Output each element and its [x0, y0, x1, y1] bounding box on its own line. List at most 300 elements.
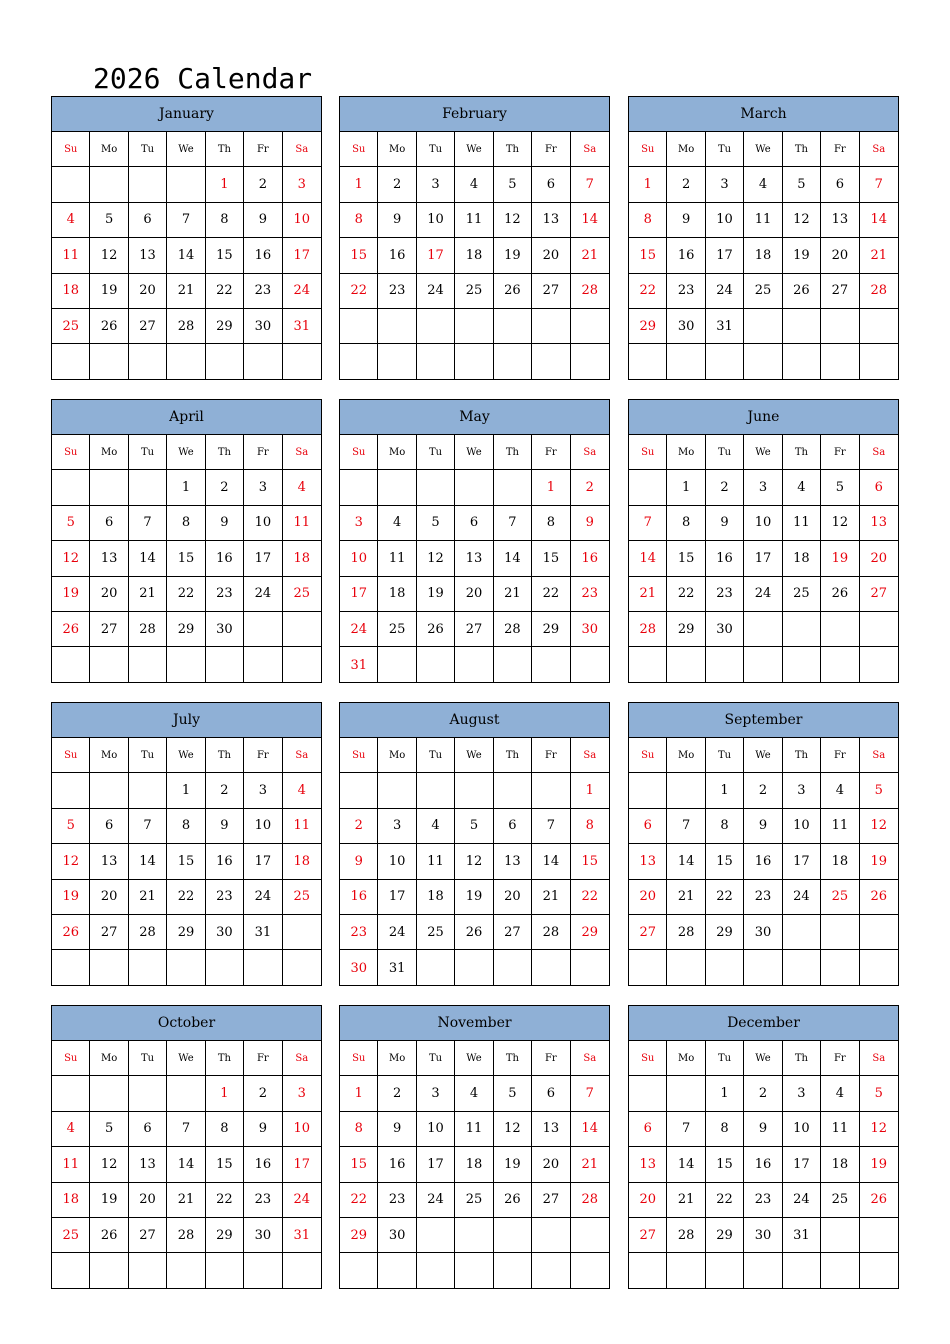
weekday-label: Th [494, 738, 532, 773]
month-october [51, 1005, 322, 1289]
month-header: March [629, 97, 898, 132]
day-cell: 31 [706, 309, 744, 344]
empty-cell [532, 647, 570, 682]
month-days-grid [52, 435, 321, 683]
weekday-label: Th [494, 435, 532, 470]
day-cell: 16 [571, 541, 609, 576]
weekday-label: Mo [667, 435, 705, 470]
day-cell: 13 [129, 238, 167, 273]
day-cell: 26 [821, 577, 859, 612]
day-cell: 15 [706, 1147, 744, 1182]
empty-cell [571, 1218, 609, 1253]
day-cell: 20 [494, 880, 532, 915]
weekday-label: Th [494, 132, 532, 167]
day-cell: 25 [283, 880, 321, 915]
empty-cell [860, 1253, 898, 1288]
day-cell: 9 [667, 203, 705, 238]
day-cell: 7 [571, 1076, 609, 1111]
day-cell: 25 [744, 274, 782, 309]
day-cell: 25 [821, 880, 859, 915]
day-cell: 13 [629, 1147, 667, 1182]
day-cell: 9 [744, 809, 782, 844]
empty-cell [52, 647, 90, 682]
day-cell: 11 [783, 506, 821, 541]
weekday-label: We [455, 1041, 493, 1076]
empty-cell [667, 647, 705, 682]
day-cell: 15 [167, 541, 205, 576]
day-cell: 7 [532, 809, 570, 844]
day-cell: 21 [571, 1147, 609, 1182]
day-cell: 23 [378, 274, 416, 309]
day-cell: 7 [494, 506, 532, 541]
day-cell: 10 [244, 506, 282, 541]
day-cell: 28 [571, 274, 609, 309]
empty-cell [455, 950, 493, 985]
day-cell: 14 [494, 541, 532, 576]
day-cell: 12 [52, 844, 90, 879]
empty-cell [244, 647, 282, 682]
empty-cell [206, 1253, 244, 1288]
day-cell: 27 [629, 915, 667, 950]
day-cell: 17 [244, 844, 282, 879]
day-cell: 25 [378, 612, 416, 647]
day-cell: 2 [206, 470, 244, 505]
weekday-label: Mo [378, 132, 416, 167]
month-days-grid [629, 435, 898, 683]
day-cell: 5 [455, 809, 493, 844]
empty-cell [52, 773, 90, 808]
day-cell: 13 [455, 541, 493, 576]
day-cell: 17 [706, 238, 744, 273]
day-cell: 1 [167, 773, 205, 808]
day-cell: 8 [706, 809, 744, 844]
weekday-label: Sa [860, 435, 898, 470]
weekday-label: Mo [378, 435, 416, 470]
empty-cell [340, 344, 378, 379]
day-cell: 16 [206, 541, 244, 576]
empty-cell [629, 344, 667, 379]
empty-cell [52, 1253, 90, 1288]
empty-cell [206, 950, 244, 985]
day-cell: 16 [744, 844, 782, 879]
day-cell: 25 [783, 577, 821, 612]
empty-cell [417, 773, 455, 808]
weekday-label: Fr [244, 1041, 282, 1076]
day-cell: 7 [129, 506, 167, 541]
day-cell: 21 [629, 577, 667, 612]
empty-cell [455, 470, 493, 505]
empty-cell [744, 309, 782, 344]
weekday-label: Fr [244, 738, 282, 773]
empty-cell [90, 1253, 128, 1288]
day-cell: 31 [283, 309, 321, 344]
day-cell: 26 [90, 1218, 128, 1253]
day-cell: 23 [206, 577, 244, 612]
day-cell: 7 [629, 506, 667, 541]
day-cell: 16 [378, 1147, 416, 1182]
empty-cell [340, 470, 378, 505]
empty-cell [571, 344, 609, 379]
day-cell: 4 [455, 167, 493, 202]
weekday-label: We [744, 738, 782, 773]
empty-cell [667, 1253, 705, 1288]
empty-cell [571, 309, 609, 344]
day-cell: 14 [667, 1147, 705, 1182]
empty-cell [378, 773, 416, 808]
day-cell: 1 [167, 470, 205, 505]
weekday-label: Tu [417, 435, 455, 470]
day-cell: 12 [90, 238, 128, 273]
day-cell: 8 [532, 506, 570, 541]
weekday-label: Mo [378, 1041, 416, 1076]
day-cell: 19 [494, 238, 532, 273]
day-cell: 26 [90, 309, 128, 344]
weekday-label: Sa [283, 132, 321, 167]
day-cell: 22 [206, 274, 244, 309]
empty-cell [90, 470, 128, 505]
empty-cell [494, 470, 532, 505]
weekday-label: Tu [417, 1041, 455, 1076]
day-cell: 18 [283, 541, 321, 576]
day-cell: 30 [206, 612, 244, 647]
empty-cell [667, 1076, 705, 1111]
day-cell: 26 [783, 274, 821, 309]
empty-cell [821, 309, 859, 344]
day-cell: 18 [783, 541, 821, 576]
weekday-label: Th [783, 1041, 821, 1076]
empty-cell [283, 950, 321, 985]
empty-cell [90, 773, 128, 808]
weekday-label: Su [629, 435, 667, 470]
day-cell: 2 [378, 1076, 416, 1111]
empty-cell [783, 344, 821, 379]
weekday-label: Tu [706, 738, 744, 773]
day-cell: 28 [629, 612, 667, 647]
day-cell: 29 [571, 915, 609, 950]
empty-cell [744, 1253, 782, 1288]
empty-cell [283, 612, 321, 647]
empty-cell [494, 1218, 532, 1253]
weekday-label: Su [629, 1041, 667, 1076]
day-cell: 9 [378, 203, 416, 238]
empty-cell [378, 1253, 416, 1288]
weekday-label: Fr [821, 132, 859, 167]
month-header: November [340, 1006, 609, 1041]
day-cell: 12 [90, 1147, 128, 1182]
day-cell: 30 [244, 1218, 282, 1253]
day-cell: 13 [129, 1147, 167, 1182]
day-cell: 10 [706, 203, 744, 238]
month-may [339, 399, 610, 683]
day-cell: 25 [52, 1218, 90, 1253]
day-cell: 1 [206, 1076, 244, 1111]
empty-cell [90, 344, 128, 379]
day-cell: 10 [783, 809, 821, 844]
month-september [628, 702, 899, 986]
day-cell: 22 [629, 274, 667, 309]
empty-cell [52, 470, 90, 505]
empty-cell [417, 1218, 455, 1253]
day-cell: 14 [571, 1112, 609, 1147]
day-cell: 24 [378, 915, 416, 950]
day-cell: 28 [667, 1218, 705, 1253]
day-cell: 1 [706, 773, 744, 808]
day-cell: 4 [52, 203, 90, 238]
day-cell: 18 [821, 844, 859, 879]
day-cell: 11 [52, 238, 90, 273]
weekday-label: We [744, 1041, 782, 1076]
day-cell: 30 [667, 309, 705, 344]
day-cell: 30 [744, 915, 782, 950]
month-days-grid [629, 738, 898, 986]
day-cell: 17 [283, 238, 321, 273]
day-cell: 1 [340, 167, 378, 202]
day-cell: 19 [90, 1183, 128, 1218]
weekday-label: We [744, 132, 782, 167]
day-cell: 4 [744, 167, 782, 202]
day-cell: 2 [744, 773, 782, 808]
day-cell: 30 [206, 915, 244, 950]
day-cell: 20 [532, 238, 570, 273]
empty-cell [455, 309, 493, 344]
month-header: October [52, 1006, 321, 1041]
day-cell: 8 [629, 203, 667, 238]
day-cell: 29 [706, 1218, 744, 1253]
month-november [339, 1005, 610, 1289]
day-cell: 12 [860, 1112, 898, 1147]
day-cell: 16 [744, 1147, 782, 1182]
day-cell: 14 [532, 844, 570, 879]
day-cell: 21 [129, 880, 167, 915]
day-cell: 9 [244, 203, 282, 238]
day-cell: 3 [283, 1076, 321, 1111]
empty-cell [860, 309, 898, 344]
weekday-label: Mo [667, 1041, 705, 1076]
day-cell: 18 [744, 238, 782, 273]
day-cell: 4 [821, 773, 859, 808]
weekday-label: Mo [90, 738, 128, 773]
day-cell: 23 [378, 1183, 416, 1218]
day-cell: 2 [667, 167, 705, 202]
day-cell: 27 [821, 274, 859, 309]
day-cell: 4 [283, 773, 321, 808]
month-days-grid [340, 1041, 609, 1289]
day-cell: 11 [417, 844, 455, 879]
day-cell: 1 [571, 773, 609, 808]
day-cell: 3 [706, 167, 744, 202]
day-cell: 24 [283, 274, 321, 309]
day-cell: 12 [417, 541, 455, 576]
day-cell: 18 [417, 880, 455, 915]
day-cell: 30 [571, 612, 609, 647]
day-cell: 11 [283, 506, 321, 541]
day-cell: 20 [129, 1183, 167, 1218]
empty-cell [667, 950, 705, 985]
day-cell: 5 [494, 1076, 532, 1111]
day-cell: 22 [571, 880, 609, 915]
weekday-label: We [167, 738, 205, 773]
day-cell: 4 [821, 1076, 859, 1111]
day-cell: 4 [52, 1112, 90, 1147]
weekday-label: Tu [706, 435, 744, 470]
empty-cell [744, 647, 782, 682]
day-cell: 6 [629, 1112, 667, 1147]
day-cell: 13 [821, 203, 859, 238]
day-cell: 5 [52, 809, 90, 844]
day-cell: 10 [417, 1112, 455, 1147]
empty-cell [571, 647, 609, 682]
day-cell: 7 [167, 203, 205, 238]
day-cell: 16 [206, 844, 244, 879]
empty-cell [417, 344, 455, 379]
empty-cell [206, 344, 244, 379]
day-cell: 8 [340, 1112, 378, 1147]
empty-cell [821, 344, 859, 379]
day-cell: 13 [90, 844, 128, 879]
day-cell: 24 [744, 577, 782, 612]
day-cell: 9 [744, 1112, 782, 1147]
day-cell: 19 [821, 541, 859, 576]
empty-cell [90, 647, 128, 682]
day-cell: 27 [532, 1183, 570, 1218]
day-cell: 16 [340, 880, 378, 915]
day-cell: 30 [706, 612, 744, 647]
day-cell: 4 [283, 470, 321, 505]
day-cell: 3 [783, 1076, 821, 1111]
empty-cell [821, 1253, 859, 1288]
day-cell: 9 [706, 506, 744, 541]
empty-cell [283, 344, 321, 379]
day-cell: 4 [417, 809, 455, 844]
empty-cell [571, 950, 609, 985]
day-cell: 15 [667, 541, 705, 576]
day-cell: 3 [340, 506, 378, 541]
day-cell: 17 [783, 844, 821, 879]
day-cell: 2 [378, 167, 416, 202]
day-cell: 2 [340, 809, 378, 844]
day-cell: 21 [532, 880, 570, 915]
day-cell: 15 [206, 1147, 244, 1182]
day-cell: 18 [378, 577, 416, 612]
day-cell: 7 [667, 809, 705, 844]
day-cell: 18 [455, 238, 493, 273]
weekday-label: Tu [129, 1041, 167, 1076]
day-cell: 28 [532, 915, 570, 950]
day-cell: 10 [283, 1112, 321, 1147]
day-cell: 23 [571, 577, 609, 612]
empty-cell [129, 1253, 167, 1288]
month-header: August [340, 703, 609, 738]
empty-cell [532, 1253, 570, 1288]
weekday-label: Fr [532, 738, 570, 773]
day-cell: 28 [129, 612, 167, 647]
day-cell: 5 [821, 470, 859, 505]
day-cell: 14 [860, 203, 898, 238]
day-cell: 9 [206, 506, 244, 541]
day-cell: 28 [667, 915, 705, 950]
day-cell: 8 [706, 1112, 744, 1147]
month-days-grid [52, 738, 321, 986]
weekday-label: Sa [860, 132, 898, 167]
day-cell: 6 [494, 809, 532, 844]
day-cell: 30 [340, 950, 378, 985]
day-cell: 28 [571, 1183, 609, 1218]
day-cell: 17 [417, 238, 455, 273]
day-cell: 6 [629, 809, 667, 844]
day-cell: 12 [52, 541, 90, 576]
empty-cell [860, 1218, 898, 1253]
empty-cell [283, 1253, 321, 1288]
day-cell: 8 [167, 506, 205, 541]
day-cell: 29 [667, 612, 705, 647]
empty-cell [494, 344, 532, 379]
day-cell: 19 [417, 577, 455, 612]
empty-cell [129, 470, 167, 505]
empty-cell [417, 470, 455, 505]
month-header: May [340, 400, 609, 435]
day-cell: 23 [340, 915, 378, 950]
day-cell: 14 [571, 203, 609, 238]
day-cell: 17 [378, 880, 416, 915]
weekday-label: Su [52, 435, 90, 470]
day-cell: 21 [494, 577, 532, 612]
weekday-label: Th [206, 132, 244, 167]
month-june [628, 399, 899, 683]
empty-cell [129, 647, 167, 682]
day-cell: 8 [206, 203, 244, 238]
day-cell: 20 [455, 577, 493, 612]
day-cell: 21 [667, 1183, 705, 1218]
empty-cell [821, 1218, 859, 1253]
day-cell: 24 [417, 274, 455, 309]
empty-cell [494, 773, 532, 808]
month-header: June [629, 400, 898, 435]
month-days-grid [52, 1041, 321, 1289]
day-cell: 6 [860, 470, 898, 505]
empty-cell [706, 950, 744, 985]
day-cell: 30 [378, 1218, 416, 1253]
day-cell: 14 [629, 541, 667, 576]
weekday-label: Sa [283, 738, 321, 773]
day-cell: 6 [90, 809, 128, 844]
weekday-label: Th [783, 435, 821, 470]
empty-cell [129, 773, 167, 808]
day-cell: 15 [706, 844, 744, 879]
day-cell: 2 [571, 470, 609, 505]
day-cell: 7 [129, 809, 167, 844]
day-cell: 9 [378, 1112, 416, 1147]
day-cell: 18 [52, 274, 90, 309]
weekday-label: Th [783, 132, 821, 167]
empty-cell [783, 309, 821, 344]
day-cell: 28 [167, 309, 205, 344]
day-cell: 12 [860, 809, 898, 844]
empty-cell [340, 309, 378, 344]
weekday-label: Sa [571, 1041, 609, 1076]
day-cell: 3 [283, 167, 321, 202]
day-cell: 12 [494, 203, 532, 238]
day-cell: 14 [167, 1147, 205, 1182]
weekday-label: Su [629, 738, 667, 773]
day-cell: 20 [90, 880, 128, 915]
empty-cell [90, 1076, 128, 1111]
month-days-grid [340, 132, 609, 380]
empty-cell [167, 1253, 205, 1288]
day-cell: 27 [455, 612, 493, 647]
day-cell: 5 [494, 167, 532, 202]
day-cell: 26 [494, 1183, 532, 1218]
weekday-label: Sa [860, 1041, 898, 1076]
